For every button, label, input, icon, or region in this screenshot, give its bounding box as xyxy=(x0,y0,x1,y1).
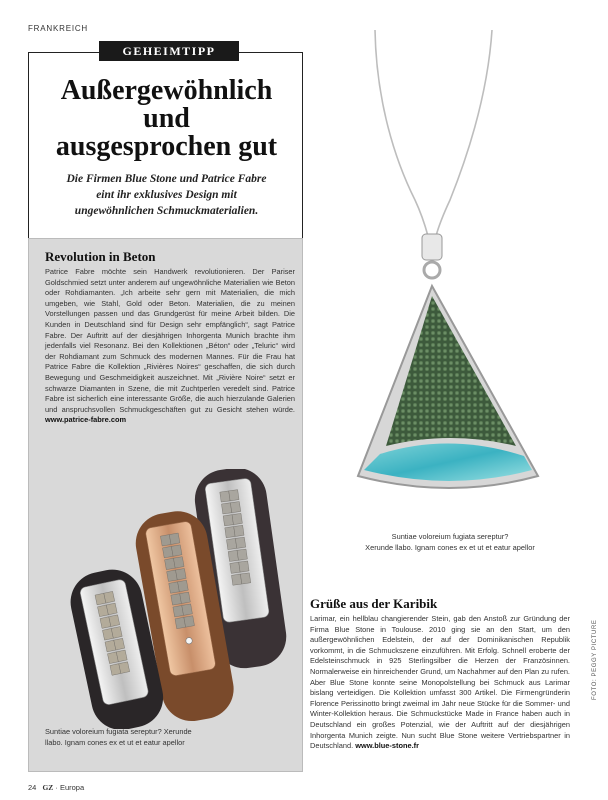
subline-line: ungewöhnlichen Schmuckmaterialien. xyxy=(74,205,259,217)
patrice-fabre-link[interactable]: www.patrice-fabre.com xyxy=(45,415,127,425)
photo-credit: FOTO: PEGGY PICTURE xyxy=(592,619,598,700)
headline-line: und xyxy=(143,103,190,134)
magazine-brand: GZ xyxy=(42,783,54,792)
bracelets-caption: Suntiae voloreium fugiata sereptur? Xerunde llabo. Ignam cones ex et ut et eatur apellor xyxy=(45,727,192,747)
revolution-title: Revolution in Beton xyxy=(45,249,156,264)
left-column xyxy=(28,43,303,772)
subline-line: Die Firmen Blue Stone und Patrice Fabre xyxy=(66,173,267,185)
page-number: 24 xyxy=(28,783,37,792)
subline-line: eint ihr exklusives Design mit xyxy=(96,189,237,201)
revolution-article-box xyxy=(28,238,303,772)
revolution-body: Patrice Fabre möchte sein Handwerk revolutionieren. Der Pariser Goldschmied setzt unter anderem auf ungewöhnliche Materialien wie Beton oder Rohdiamanten. „Ich arbeite sehr gern mit Materialien, die mich umgeben, wie Stahl, Gold oder Beton. Materialien, die zu meinen Vorstellungen passen und das Grundgerüst für meine Arbeit bilden. Die Kunden in Deutschland sind für Design sehr empfänglich“, sagt Patrice Fabre. Der Auftritt auf der diesjährigen Inhorgenta Munich brachte ihm jedenfalls viel Resonanz. Bei den Kollektionen „Béton“ oder „Teluric“ wird der Rohdiamant zum Schmuck des modernen Mannes. Für die Frau hat Patrice Fabre die Kollektion „Rivières Noires“ geschaffen, die sich durch Bewegung und Geschmeidigkeit auszeichnet. Mit „Rivière Noire“ setzt er schwarze Diamanten in Szene, die mit Zuchtperlen veredelt sind. Patrice Fabre ist sicherlich eine interessante Größe, die auch hierzulande Galerien und anspruchsvollen Schmuckgeschäften gut zu Gesicht stehen würde. xyxy=(45,267,295,414)
subline xyxy=(39,171,294,219)
headline-line: Außergewöhnlich xyxy=(60,75,273,106)
geheimtipp-tag: GEHEIMTIPP xyxy=(99,41,239,61)
pendant-caption-line: Xerunde llabo. Ignam cones ex et ut et eatur apellor xyxy=(365,542,535,552)
karibik-text xyxy=(310,614,570,752)
pendant-caption-line: Suntiae voloreium fugiata sereptur? xyxy=(391,532,509,541)
karibik-title: Grüße aus der Karibik xyxy=(310,596,438,611)
pendant-caption xyxy=(310,532,590,553)
pendant-image xyxy=(310,30,590,530)
right-column xyxy=(310,30,600,775)
headline-line: ausgesprochen gut xyxy=(55,131,278,162)
bracelets-image xyxy=(51,469,291,729)
blue-stone-link[interactable]: www.blue-stone.fr xyxy=(355,741,419,751)
section-label: FRANKREICH xyxy=(28,24,89,33)
headline xyxy=(29,77,304,161)
revolution-text xyxy=(45,267,295,426)
page-footer xyxy=(28,783,84,792)
headline-box xyxy=(28,43,303,238)
karibik-body: Larimar, ein hellblau changierender Stein, gab den Anstoß zur Gründung der Firma Blue Stone in Toulouse. 2010 ging sie an den Start, um den außergewöhnlichen Edelstein, der auf der Dominikanischen Republik vorkommt, in die Schmuckszene einzuführen. Mit Erfolg. Schnell eroberte der Edelsteinschmuck in 925 Sterlingsilber die Herzen der Französinnen. Normalerweise ein hinreichender Grund, um Nachahmer auf den Plan zu rufen. Aber Blue Stone konnte seine Monopolstellung bei Schmuck aus Larimar bislang verteidigen. Die Kollektion umfasst 300 Artikel. Die Firmengründerin Florence Perissinotto bringt zweimal im Jahr neue Stücke für die Sommer- und Winter-Kollektion heraus. Die Schmuckstücke Made in France haben auch in Deutschland ein großes Potenzial, wie der Auftritt auf der diesjährigen Inhorgenta Munich zeigte. Nun sucht Blue Stone weitere Vertriebspartner in Deutschland. xyxy=(310,614,570,751)
footer-section: · Europa xyxy=(55,783,85,792)
